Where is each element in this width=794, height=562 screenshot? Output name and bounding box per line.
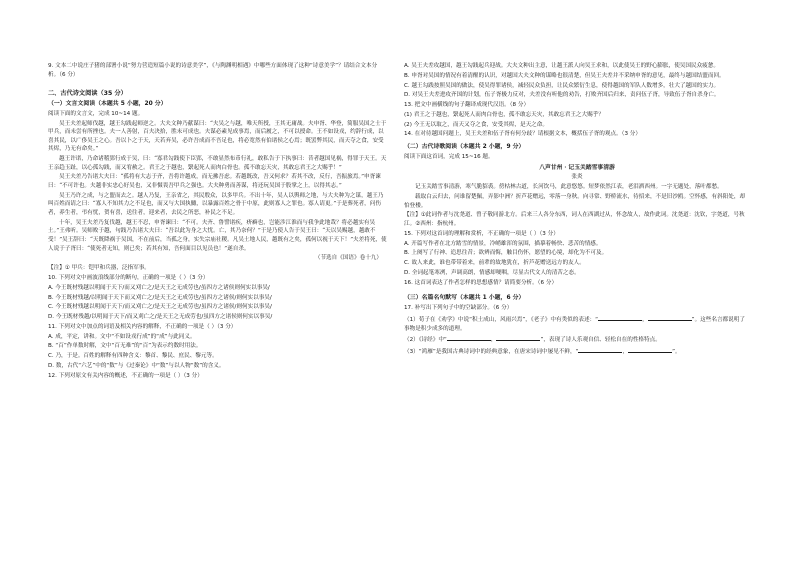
q17-item-2-sep: ， [490, 337, 497, 344]
q11-option-c: C. 乃，于是。百姓的解释有四种含义：黎首、黎民、庶民、黎元等。 [48, 353, 218, 360]
q17-item-2-tail: ”，表现了诗人乐观自信、轻松自在的性格特点。 [540, 337, 661, 344]
q17-item-2-text: （2）《诗经》中“ [404, 337, 447, 344]
q15-option-c: C. 故人来此，谁也带带着来，前辈的故地犹在，折芦花赠送远方的友人。 [404, 260, 585, 267]
subsection-title-prose: （一）文言文阅读（本题共 5 小题，20 分） [48, 100, 167, 107]
question-16: 16. 这首词表达了作者怎样的思想感情？请简要分析。（6 分） [404, 279, 558, 286]
section-title-classical: 二、古代诗文阅读（35 分） [48, 90, 127, 98]
question-9: 9. 文本二中说庄子猪的部署小说“努力营造短篇小说的诗意美学”，《与陶渊明相遇》中哪些方面体现了这种“诗意美学”？请结合文本分析。（6 分） [48, 63, 378, 78]
question-11: 11. 下列对文中加点的词语及相关内容的解释，不正确的一项是（ ）（3 分） [48, 323, 237, 330]
question-13: 13. 把文中画横线的句子翻译成现代汉语。（8 分） [404, 102, 530, 109]
question-14: 14. 在对待越国问题上，吴王夫差和伍子胥有何分歧？请根据文本，概括伍子胥的观点。（3 分） [404, 131, 641, 138]
question-17: 17. 补写出下列句子中的空缺部分。（6 分） [404, 305, 513, 312]
q15-option-b: B. 上阕写了行神、追思往昔；欲辨而悔，触目伤怀，愿望的心境，却化为不可及。 [404, 250, 608, 257]
poem-author: 张炎 [571, 174, 583, 181]
right-column [404, 62, 750, 358]
answer-blank[interactable] [598, 314, 642, 321]
q10-option-c: C. 今王既材残越以明闻于天下/而又刈亡之/是天王之无成劳也/虽四方之诸侯/则何实以事吴/ [48, 304, 272, 311]
q17-item-2 [404, 334, 750, 345]
q17-item-3 [404, 346, 750, 357]
poem-title: 八声甘州 · 记玉关踏雪事清游 [539, 164, 615, 171]
answer-blank[interactable] [496, 334, 540, 341]
subsection-title-recitation: （三）名篇名句默写（本题共 1 小题，6 分） [404, 295, 525, 302]
poem-stanza-1: 记玉关踏雪事清游，寒气脆貂裘。傍枯林古道，长河饮马，此意悠悠。短梦依然江表，老泪洒西州。一字无题处，落叶都愁。 [415, 184, 723, 191]
q15-option-d: D. 全词起笔寒冽，声调高朗，情感却哽咽，尽显古代文人的清苦之态。 [404, 269, 580, 276]
answer-blank[interactable] [447, 334, 491, 341]
question-12: 12. 下列对原文有关内容的概述，不正确的一项是（ ）（3 分） [48, 372, 203, 379]
q13-item-1: (1) 君王之于越也，繄起死人而肉白骨也，孤不敢忘天灾，其敢忘君王之大赐乎？ [404, 111, 604, 118]
poem-stanza-2: 载取白云归去，问谁留楚佩，弄影中洲？折芦花赠远，零落一身秋。向寻常、野桥流水，待招来，不是旧沙鸥。空怀感，有斜阳处，却怕登楼。 [404, 193, 746, 209]
q11-option-b: B. “百”作单数时解，文中“百无难”的“百”为表示约数时用法。 [48, 343, 202, 350]
q17-item-3-sep: ， [622, 349, 629, 356]
q17-item-3-text: （3）“鸿雁”是我国古典诗词中的经典意象，在唐宋诗词中屡见不鲜，“ [404, 349, 579, 356]
q17-item-1-sep: ， [642, 316, 648, 323]
q15-option-a: A. 开篇写作者在北方踏雪的情景，冷峭雄浑的氛围，描摹着畅快、悲苦的情感。 [404, 240, 602, 247]
passage-paragraph-3: 吴王夫差乃告诸大夫曰：“孤将有大志于齐，吾将许越成，而无拂吾虑。若越既改，吾又何求？若其不改，反行，吾振旅焉。”申胥谏曰：“不可许也。夫越非实忠心好吴也，又非慑畏吾甲兵之强也。大夫种勇而善谋，将还玩吴国于股掌之上，以得其志。” [48, 174, 381, 190]
passage-note: 【注】① 甲兵：铠甲和兵器，泛指军事。 [48, 265, 150, 272]
passage-citation: （节选自《国语》卷十九） [314, 255, 382, 262]
q10-option-b: B. 今王既材残越/以明闻于天下而又刈亡之/是天王之无成劳也/虽四方之诸侯/则何实以事吴/ [48, 294, 272, 301]
question-15: 15. 下列对这首词的理解和赏析，不正确的一项是（ ）（3 分） [404, 230, 559, 237]
q17-item-1-tail: ”。这些名言都说明了事物是积少成多的道理。 [404, 316, 745, 332]
passage-paragraph-1: 吴王夫差起师伐越，越王勾践起师逆之。大夫文种乃献谋曰：“夫吴之与越，唯天所授，王其无庸战。夫申胥、华登，简服吴国之士于甲兵，而未尝有所挫也。夫一人善射，百夫决拾，胜未可成也。夫谋必素见成事焉，而后履之，不可以授命。王不如设戎，约辞行成，以喜其民，以广侈吴王之心。吾以卜之于天，天若弃吴，必许吾成而不吾足也，将必宽然有伯诸侯之心焉；既罢弊其民，而天夺之食，安受其烬，乃无有命矣。” [48, 120, 387, 153]
poem-note: 【注】①此词作者与沈尧道、曾子敬同游北方。后来三人各分东西，词人在西湖过从，怀念故人，故作此词。沈尧道：沈钦，字尧道，号秋江。②西州：指杭州。 [404, 212, 745, 227]
q12-option-a: A. 吴王夫差攻越国，越王勾践起兵迎战。大夫文种出主意，让越王派人向吴王求和，以此使吴王的野心膨胀，使吴国民众疲惫。 [404, 63, 719, 69]
q12-option-c: C. 越王勾践按照吴国的做法，使吴得罪诸侯，减轻民众负担，让民众繁衍生息，使得越国的军队人数增多，壮大了越国的实力。 [404, 82, 720, 89]
poetry-instruction: 阅读下面这首词，完成 15~16 题。 [404, 154, 494, 161]
answer-blank[interactable] [628, 346, 672, 353]
q17-item-1-text: （1）荀子在《劝学》中说“积土成山，风雨兴焉”，《老子》中有类似的表述：“ [404, 316, 599, 323]
q12-option-b: B. 申胥对吴国的情况有着清醒的认识，对越国大夫文种的谋略也很清楚，但吴王夫差并不采纳申胥的意见，最终与越国结盟而回。 [404, 72, 725, 79]
q10-option-a: A. 今王既材残越以明闻于天下/而又刈亡之/是天王之无成劳也/虽四方之诸侯则何实以事吴/ [48, 284, 270, 291]
answer-blank[interactable] [648, 314, 692, 321]
q17-item-1 [404, 314, 750, 333]
q12-option-d: D. 对吴王夫差进攻齐国的计划，伍子胥极力反对，夫差没有听他的劝告，打败齐国后归来，责问伍子胥，导致伍子胥自杀身亡。 [404, 92, 720, 99]
answer-blank[interactable] [578, 346, 622, 353]
subsection-title-poetry: （二）古代诗歌阅读（本题共 2 小题，9 分） [404, 144, 525, 151]
q11-option-d: D. 数，古代“六艺”中的“数”与《过秦论》中“数”与以人物“数”的含义。 [48, 362, 225, 369]
q13-item-2: (2) 今王无以取之，而天又夺之食，安受其烬，是天之命。 [404, 121, 548, 128]
passage-paragraph-2: 越王许诺，乃命诸稽郢行成于吴，曰：“寡君勾践使下臣郢，不敢显然布币行礼，敢私告于下执事曰：昔者越国见祸，得罪于天王。天王亲趋玉趾，以心孤勾践，而又宥赦之。君王之于越也，繄起死人而肉白骨也。孤不敢忘天灾，其敢忘君王之大赐乎！” [48, 156, 387, 171]
prose-instruction: 阅读下面的文言文，完成 10~14 题。 [48, 110, 144, 117]
left-column [48, 62, 388, 382]
passage-paragraph-4: 吴王乃许之成，与之盟而去之。越人乃复，王亲省之，其民殷众，以多甲兵。不出十年，吴人以舆师之地，与大夫种为之谋，越王乃叫百姓而请之曰：“寡人不知其力之不足也，而又与大国执雠，以暴露百姓之骨于中原，此则寡人之罪也。寡人请更。”于是葬死者，问伤者，养生者，弔有忧，贺有喜，送往者，迎来者，去民之所恶，补民之不足。 [48, 192, 384, 217]
q11-option-a: A. 成，平定，讲和。文中“不如设戎行成”的“成”与此同义。 [48, 333, 196, 340]
question-10: 10. 下列对文中画波浪线部分的断句，正确的一项是（ ）（3 分） [48, 274, 209, 281]
passage-paragraph-5: 十年，吴王夫差乃复伐越，越王不忍，申胥谏曰：“不可。夫齐、鲁譬诸疾，疥癣也，岂能涉江淮而与我争此地哉？将必越实有吴土。”王弗听。吴师败于越，句践乃告诸大夫曰：“吾以此为身之大忧。亡，其乃奈何？”于是乃使人告于吴王曰：“天以吴赐越，越敢不受！”吴王辞曰：“天既降祸于吴国，不在前后，当孤之身，实失宗庙社稷。凡吴土地人民，越既有之矣，孤何以视于天下！”夫差将死，使人说于子胥曰：“使死者无知，则已矣；若其有知，吾何面目以见员也！”遂自杀。 [48, 219, 387, 252]
q10-option-d: D. 今王既材残越/以明闻于天下/而又刈亡之/是天王之无成劳也/虽四方之诸侯则何实以事吴/ [48, 314, 273, 321]
q17-item-3-tail: ”。 [672, 349, 681, 356]
